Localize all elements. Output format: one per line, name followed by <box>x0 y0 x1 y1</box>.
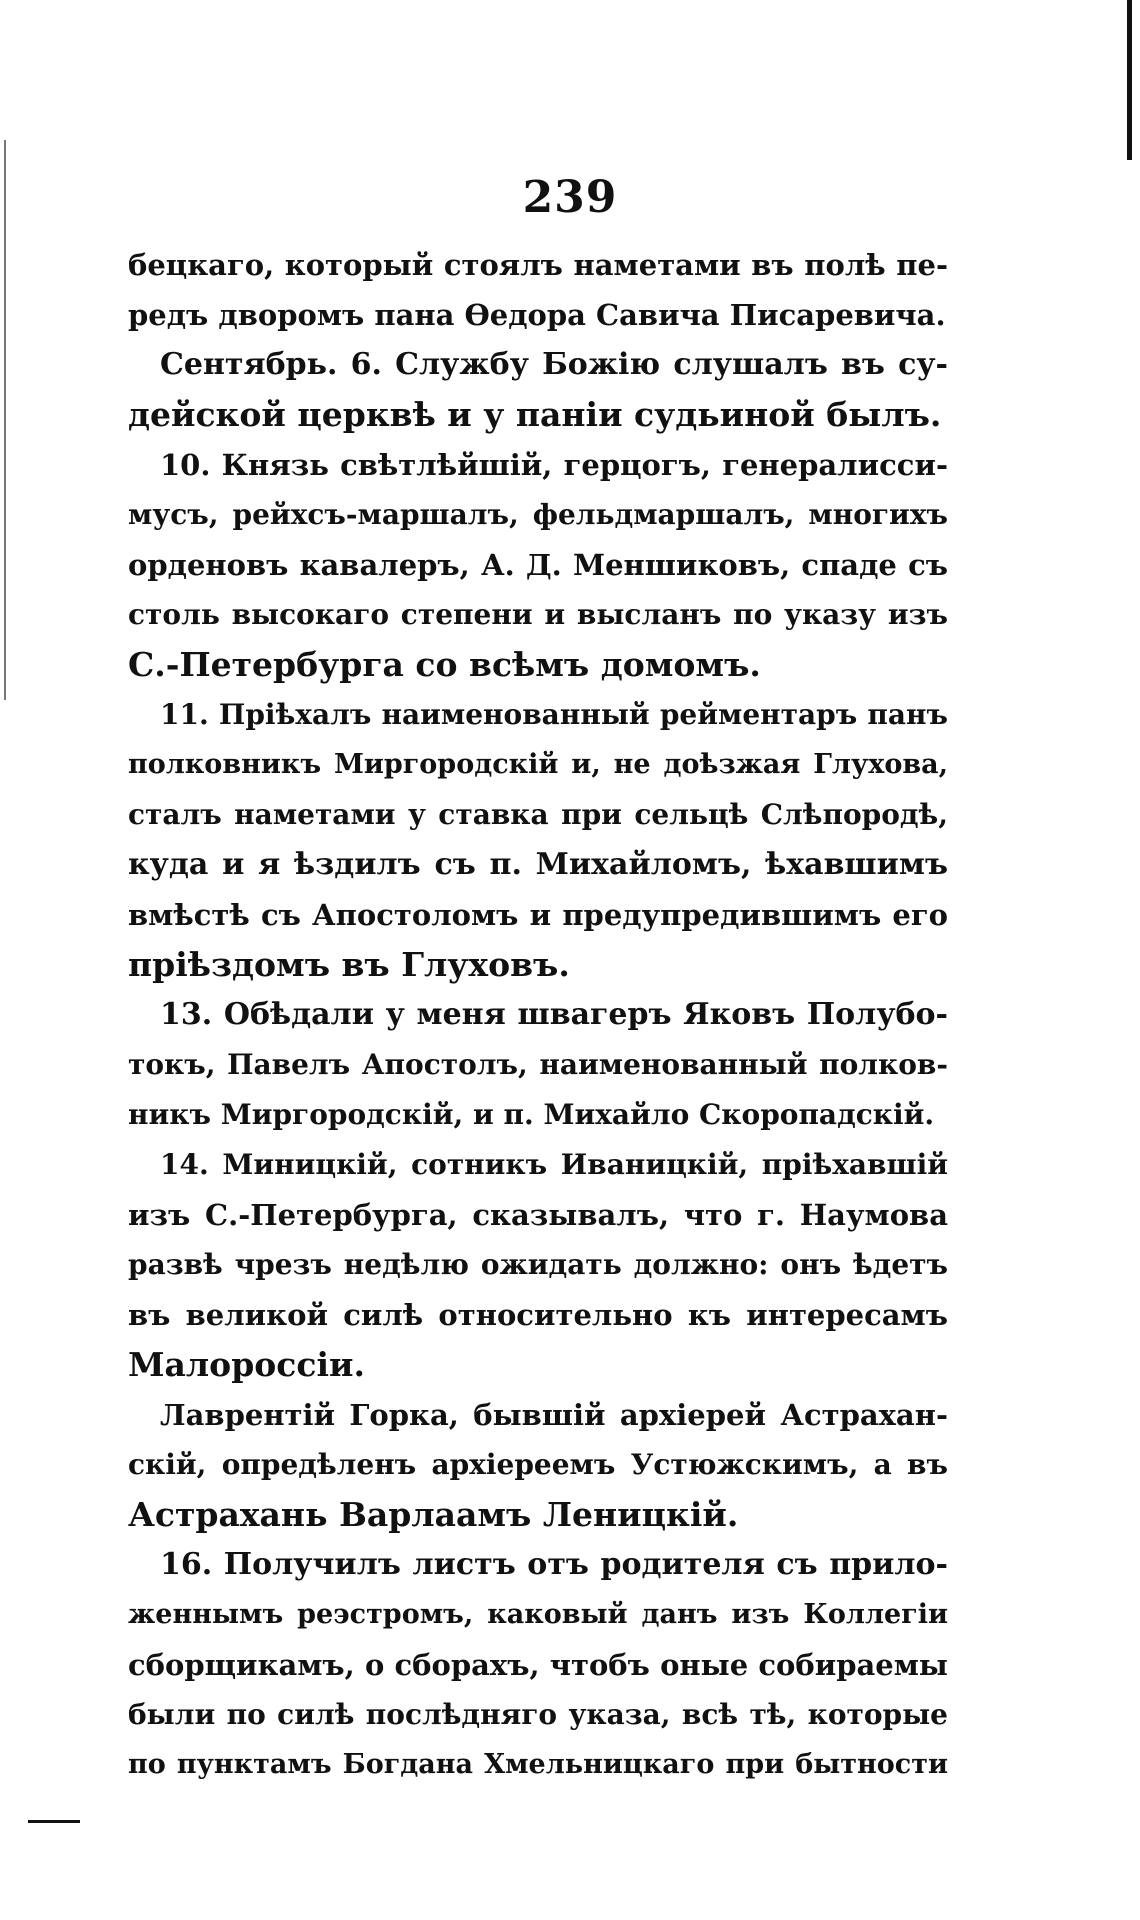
text-line: никъ Миргородскій, и п. Михайло Скоропадскій. <box>128 1098 935 1131</box>
text-line: изъ С.-Петербурга, сказывалъ, что г. Наумова <box>128 1198 948 1232</box>
text-line: сборщикамъ, о сборахъ, чтобъ оные собираемы <box>128 1648 948 1682</box>
text-line: были по силѣ послѣдняго указа, всѣ тѣ, которые <box>128 1698 948 1731</box>
text-line: Астрахань Варлаамъ Леницкій. <box>128 1495 739 1534</box>
text-line: женнымъ реэстромъ, каковый данъ изъ Коллегіи <box>128 1599 948 1630</box>
text-line: мусъ, рейхсъ-маршалъ, фельдмаршалъ, многихъ <box>128 498 948 531</box>
ink-mark <box>28 1820 80 1823</box>
text-line: пріѣздомъ въ Глуховъ. <box>128 945 570 984</box>
text-line: скій, опредѣленъ архіереемъ Устюжскимъ, а въ <box>128 1448 948 1481</box>
text-line: столь высокаго степени и высланъ по указу изъ <box>128 598 948 631</box>
text-line: токъ, Павелъ Апостолъ, наименованный полков- <box>128 1048 948 1081</box>
text-line: 16. Получилъ листъ отъ родителя съ прило- <box>160 1547 948 1582</box>
text-line: бецкаго, который стоялъ наметами въ полѣ пе- <box>128 248 948 282</box>
text-line: куда и я ѣздилъ съ п. Михайломъ, ѣхавшимъ <box>128 847 948 882</box>
text-line: С.-Петербурга со всѣмъ домомъ. <box>128 645 761 684</box>
text-line: полковникъ Миргородскій и, не доѣзжая Глухова, <box>128 749 948 780</box>
text-line: сталъ наметами у ставка при сельцѣ Слѣпородѣ, <box>128 798 948 831</box>
text-line: 10. Князь свѣтлѣйшій, герцогъ, генералисси- <box>160 448 948 482</box>
text-line: 13. Обѣдали у меня швагеръ Яковъ Полубо- <box>160 997 948 1032</box>
page-edge-shadow <box>1127 0 1132 160</box>
text-line: 14. Миницкій, сотникъ Иваницкій, пріѣхавшій <box>160 1148 948 1181</box>
text-line: развѣ чрезъ недѣлю ожидать должно: онъ ѣдетъ <box>128 1248 948 1281</box>
text-line: въ великой силѣ относительно къ интересамъ <box>128 1298 948 1332</box>
page-number: 239 <box>522 172 618 223</box>
text-line: Малороссіи. <box>128 1345 365 1384</box>
text-line: дейской церквѣ и у паніи судьиной былъ. <box>128 395 942 434</box>
text-line: орденовъ кавалеръ, А. Д. Меншиковъ, спаде съ <box>128 548 948 582</box>
body-text <box>128 240 948 1790</box>
text-line: редъ дворомъ пана Ѳедора Савича Писаревича. <box>128 298 946 332</box>
text-line: Сентябрь. 6. Службу Божію слушалъ въ су- <box>160 347 948 382</box>
text-line: вмѣстѣ съ Апостоломъ и предупредившимъ его <box>128 898 948 932</box>
text-line: 11. Пріѣхалъ наименованный рейментаръ панъ <box>160 698 948 731</box>
page-edge-line <box>4 140 6 700</box>
text-line: Лаврентій Горка, бывшій архіерей Астрахан- <box>160 1398 948 1432</box>
text-line: по пунктамъ Богдана Хмельницкаго при бытности <box>128 1749 948 1780</box>
